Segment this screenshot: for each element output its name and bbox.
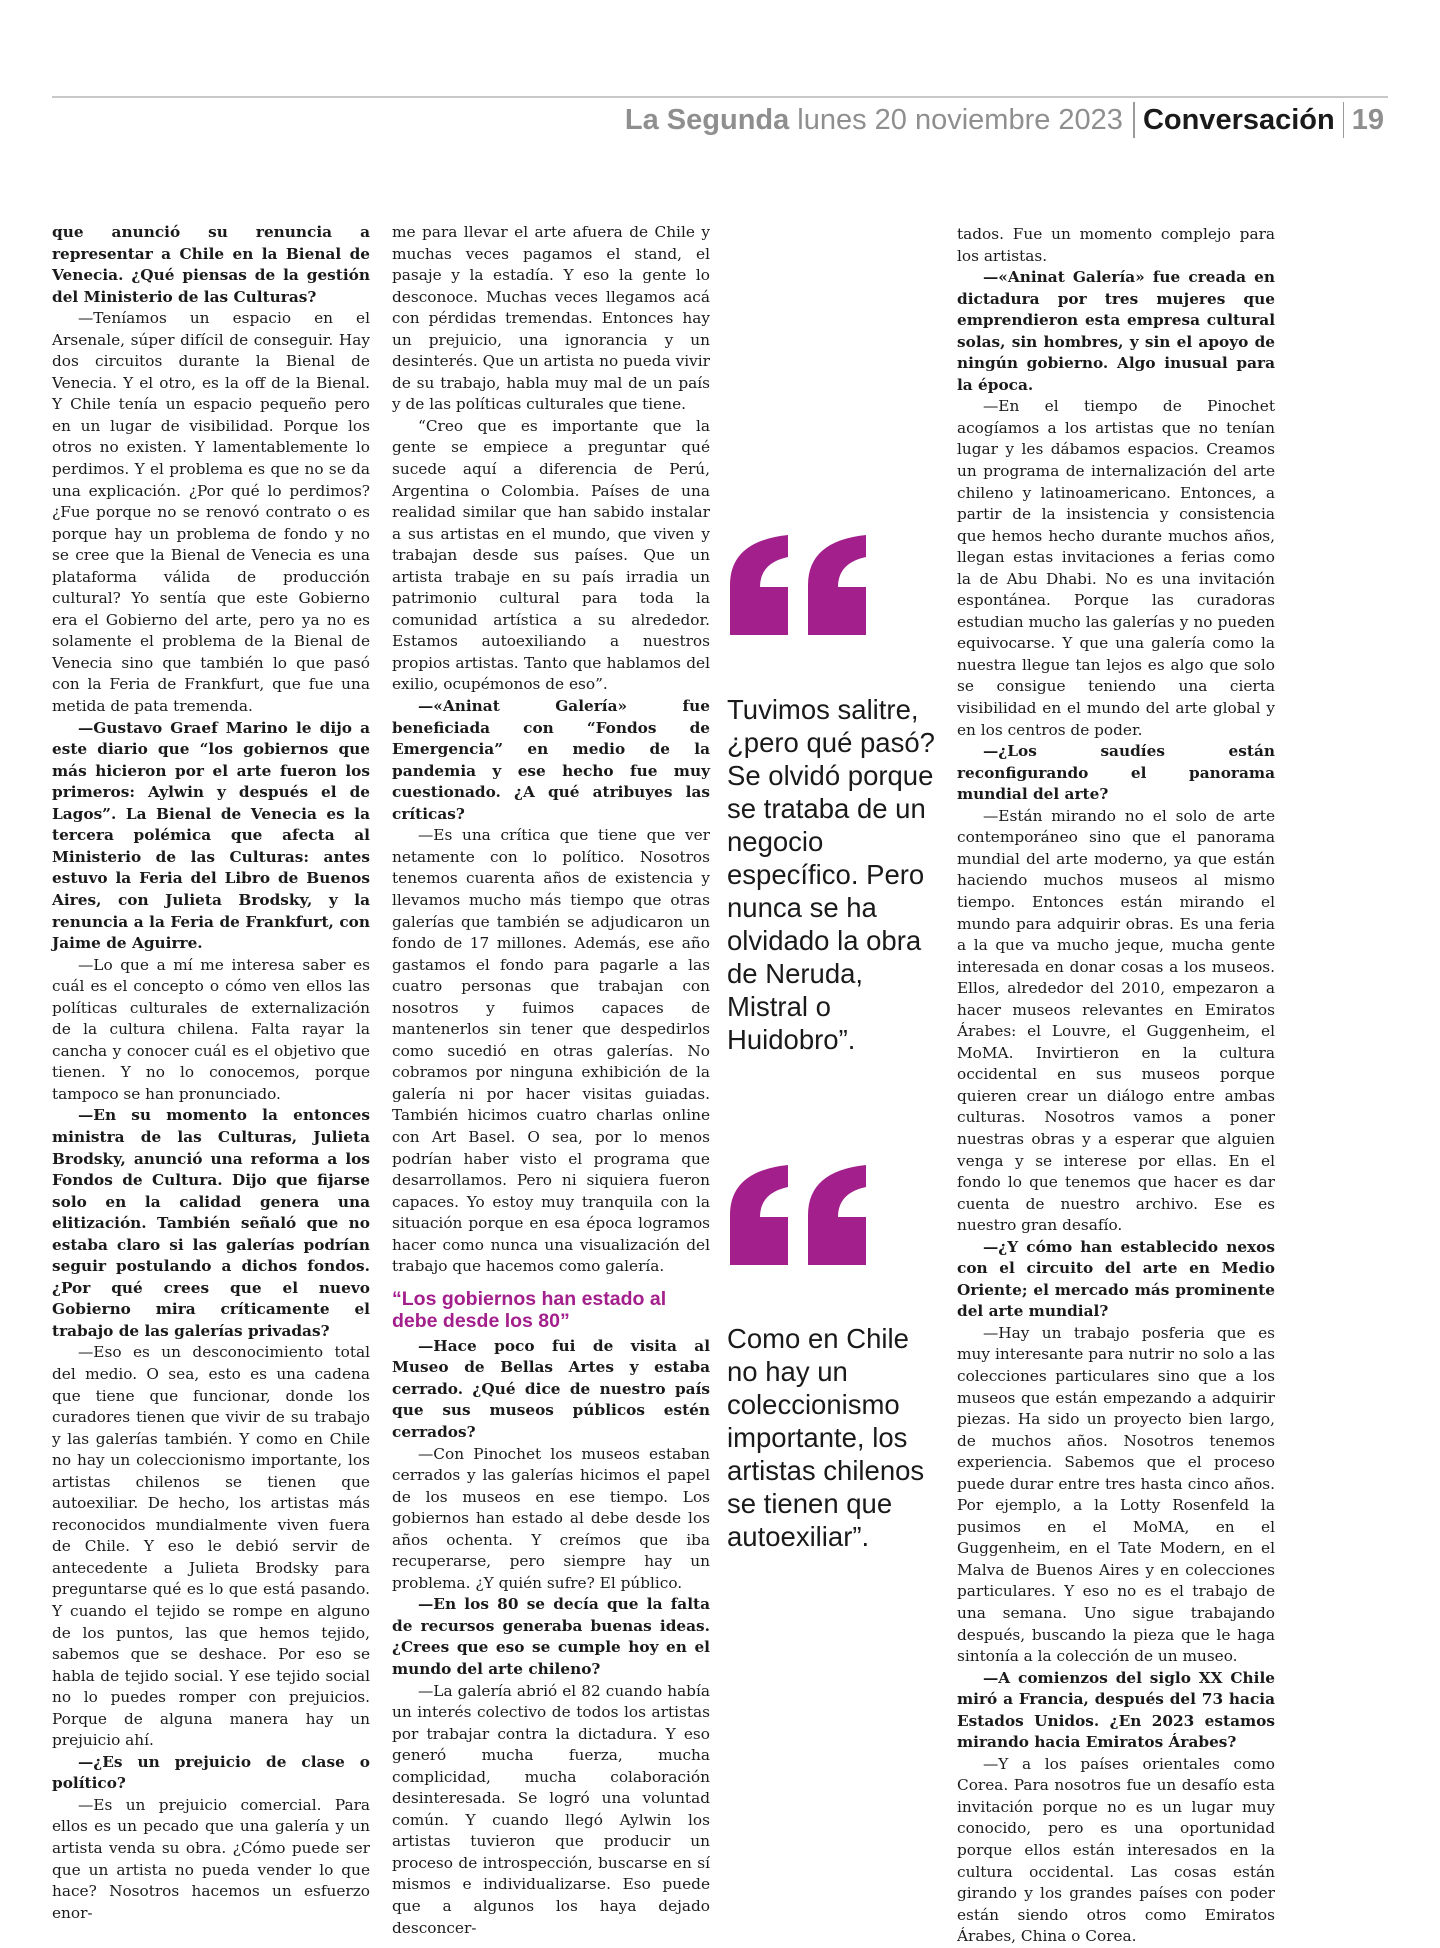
interview-answer: —La galería abrió el 82 cuando había un interés colectivo de todos los artistas por trabajar contra la dictadura. Y eso generó mucha fuerza, mucha complicidad, mucha colaboración desinteresada. Se logró una voluntad común. Y cuando llegó Aylwin los artistas tuvieron que producir un proceso de introspección, buscarse en sí mismos e individualizarse. Eso puede que a algunos los haya dejado desconcer- <box>392 1681 710 1937</box>
interview-answer: —Lo que a mí me interesa saber es cuál es el concepto o cómo ven ellos las políticas culturales de externalización de la cultura chilena. Falta rayar la cancha y conocer cuál es el objetivo que tienen. Y no lo conocemos, porque tampoco se han pronunciado. <box>52 955 370 1103</box>
interview-question: que anunció su renuncia a representar a Chile en la Bienal de Venecia. ¿Qué piensas de la gestión del Ministerio de las Culturas? <box>52 223 370 306</box>
interview-answer: me para llevar el arte afuera de Chile y muchas veces pagamos el stand, el pasaje y la estadía. Y eso la gente lo desconoce. Muchas veces llegamos acá con pérdidas tremendas. Entonces hay un prejuicio, una ignorancia y un desinterés. Que un artista no pueda vivir de su trabajo, habla muy mal de un país y de las políticas culturales que tiene. <box>392 223 710 414</box>
interview-answer: —Y a los países orientales como Corea. Para nosotros fue un desafío esta invitación porque no es un lugar muy conocido, pero es una oportunidad porque ellos están interesados en la cultura occidental. Las cosas están girando y los grandes países con poder están siendo otros como Emiratos Árabes, China o Corea. <box>957 1754 1275 1946</box>
interview-answer: —En el tiempo de Pinochet acogíamos a los artistas que no tenían lugar y les dábamos espacios. Creamos un programa de internalización del arte chileno y latinoamericano. Entonces, a partir de la insistencia y consistencia que hemos hecho durante muchos años, llegan estas invitaciones a ferias como la de Abu Dhabi. No es una invitación espontánea. Porque las curadoras estudian mucho las galerías y no pueden equivocarse. Y que una galería como la nuestra llegue tan lejos es algo que solo se consigue teniendo una cierta visibilidad en el mundo del arte global y en los centros de poder. <box>957 397 1275 739</box>
interview-answer: tados. Fue un momento complejo para los artistas. <box>957 225 1275 265</box>
interview-answer: —Es un prejuicio comercial. Para ellos es un pecado que una galería y un artista venda su obra. ¿Cómo puede ser que un artista no pueda vender lo que hace? Nosotros hacemos un esfuerzo enor- <box>52 1795 370 1922</box>
article-column-4 <box>957 224 1275 1948</box>
interview-question: —A comienzos del siglo XX Chile miró a Francia, después del 73 hacia Estados Unidos. ¿En 2023 estamos mirando hacia Emiratos Árabes? <box>957 1668 1275 1752</box>
interview-question: —¿Los saudíes están reconfigurando el panorama mundial del arte? <box>957 742 1275 804</box>
page-number: 19 <box>1351 103 1384 136</box>
interview-question: —Hace poco fui de visita al Museo de Bellas Artes y estaba cerrado. ¿Qué dice de nuestro país que sus museos públicos estén cerrados? <box>392 1336 710 1441</box>
interview-answer: —Es una crítica que tiene que ver netamente con lo político. Nosotros tenemos cuarenta años de existencia y llevamos mucho más tiempo que otras galerías que también se adjudicaron un fondo de 17 millones. Además, ese año gastamos el fondo para pagarle a las cuatro personas que trabajan con nosotros y fuimos capaces de mantenerlos sin tener que despedirlos como sucedió en otras galerías. No cobramos por ninguna exhibición de la galería ni por hacer visitas guiadas. También hicimos cuatro charlas online con Art Basel. O sea, por lo menos podrían haber visto el programa que desarrollamos. Pero ni siquiera fueron capaces. Yo estoy muy tranquila con la situación porque en esa época logramos hacer como nunca una visualización del trabajo que hacemos como galería. <box>392 826 710 1276</box>
interview-question: —«Aninat Galería» fue creada en dictadura por tres mujeres que emprendieron esta empresa cultural solas, sin hombres, y sin el apoyo de ningún gobierno. Algo inusual para la época. <box>957 268 1275 394</box>
interview-answer: —Eso es un desconocimiento total del medio. O sea, esto es una cadena que tiene que funcionar, donde los curadores tienen que vivir de su trabajo y las galerías también. Y como en Chile no hay un coleccionismo importante, los artistas chilenos se tienen que autoexiliar. De hecho, los artistas más reconocidos mundialmente viven fuera de Chile. Y eso le debió servir de antecedente a Julieta Brodsky para preguntarse qué es lo que está pasando. Y cuando el tejido se rompe en alguno de los puntos, las que hemos tejido, sabemos que se deshace. Por eso se habla de tejido social. Y ese tejido social no lo puedes romper con prejuicios. Porque de alguna manera hay un prejuicio ahí. <box>52 1343 370 1750</box>
interview-answer: —Teníamos un espacio en el Arsenale, súper difícil de conseguir. Hay dos circuitos durante la Bienal de Venecia. Y el otro, es la off de la Bienal. Y Chile tenía un espacio pequeño pero en un lugar de visibilidad. Porque los otros no existen. Y lamentablemente lo perdimos. Y el problema es que no se da una explicación. ¿Por qué lo perdimos? ¿Fue porque no se renovó contrato o es porque hay un problema de fondo y no se cree que la Bienal de Venecia es una plataforma válida de producción cultural? Yo sentía que este Gobierno era el Gobierno del arte, pero ya no es solamente el problema de la Bienal de Venecia sino que también lo que pasó con la Feria de Frankfurt, que fue una metida de pata tremenda. <box>52 309 370 716</box>
article-column-2 <box>392 222 710 1939</box>
interview-answer: “Creo que es importante que la gente se empiece a preguntar qué sucede aquí a diferencia de Perú, Argentina o Colombia. Países de una realidad similar que han sabido instalar a sus artistas en el mundo, que viven y trabajan desde sus países. Que un artista trabaje en su país irradia un patrimonio cultural para toda la comunidad artística a su alrededor. Estamos autoexiliando a nuestros propios artistas. Tanto que hablamos del exilio, ocupémonos de eso”. <box>392 416 710 694</box>
article-column-1 <box>52 222 370 1924</box>
quote-mark-icon <box>730 1165 880 1265</box>
publication-date: lunes 20 noviembre 2023 <box>797 103 1123 136</box>
page-header <box>625 98 1384 142</box>
header-divider-page <box>1343 102 1344 138</box>
quote-mark-icon <box>730 535 880 635</box>
interview-question: —«Aninat Galería» fue beneficiada con “Fondos de Emergencia” en medio de la pandemia y ese hecho fue muy cuestionado. ¿A qué atribuyes las críticas? <box>392 697 710 823</box>
publication-name: La Segunda <box>624 103 790 136</box>
interview-question: —En su momento la entonces ministra de las Culturas, Julieta Brodsky, anunció una reforma a los Fondos de Cultura. Dijo que fijarse solo en la calidad genera una elitización. También señaló que no estaba claro si las galerías podrían seguir postulando a dichos fondos. ¿Por qué crees que el nuevo Gobierno mira críticamente el trabajo de las galerías privadas? <box>52 1106 370 1340</box>
interview-answer: —Están mirando no el solo de arte contemporáneo sino que el panorama mundial del arte moderno, ya que están haciendo muchos museos al mismo tiempo. Entonces están mirando el mundo para adquirir obras. Es una feria a la que va mucho jeque, mucha gente interesada en donar cosas a los museos. Ellos, alrededor del 2010, empezaron a hacer museos relevantes en Emiratos Árabes: el Louvre, el Guggenheim, el MoMA. Invirtieron en la cultura occidental en sus museos porque quieren crear un diálogo entre ambas culturas. Nosotros vamos a poner nuestras obras y a esperar que alguien venga y se interese por ellas. En el fondo lo que tenemos que hacer es dar cuenta de nuestro archivo. Ese es nuestro gran desafío. <box>957 806 1275 1235</box>
interview-answer: —Con Pinochet los museos estaban cerrados y las galerías hicimos el papel de los museos en ese tiempo. Los gobiernos han estado al debe desde los años ochenta. Y creímos que iba recuperarse, pero siempre hay un problema. ¿Y quién sufre? El público. <box>392 1444 710 1592</box>
interview-answer: —Hay un trabajo posferia que es muy interesante para nutrir no solo a las colecciones particulares sino que a los museos que están empezando a adquirir piezas. Ha sido un proyecto bien largo, de muchos años. Nosotros tenemos experiencia. Sabemos que el proceso puede durar entre tres hasta cinco años. Por ejemplo, a la Lotty Rosenfeld la pusimos en el MoMA, en el Guggenheim, en el Tate Modern, en el Malva de Buenos Aires y en colecciones particulares. Y eso no es el trabajo de una semana. Uno sigue trabajando después, buscando la pieza que le haga sintonía a la colección de un museo. <box>957 1323 1275 1666</box>
interview-question: —Gustavo Graef Marino le dijo a este diario que “los gobiernos que más hicieron por el arte fueron los primeros: Aylwin y después el de Lagos”. La Bienal de Venecia es la tercera polémica que afecta al Ministerio de las Culturas: antes estuvo la Feria del Libro de Buenos Aires, con Julieta Brodsky, y la renuncia a la Feria de Frankfurt, con Jaime de Aguirre. <box>52 718 370 953</box>
interview-question: —En los 80 se decía que la falta de recursos generaba buenas ideas. ¿Crees que eso se cumple hoy en el mundo del arte chileno? <box>392 1595 710 1678</box>
pull-quote-1: Tuvimos salitre, ¿pero qué pasó? Se olvidó porque se trataba de un negocio específico. Pero nunca se ha olvidado la obra de Neruda, Mistral o Huidobro”. <box>727 694 935 1055</box>
header-divider <box>1133 102 1135 138</box>
interview-question: —¿Es un prejuicio de clase o político? <box>52 1752 370 1793</box>
pull-quote-2: Como en Chile no hay un coleccionismo importante, los artistas chilenos se tienen que autoexiliar”. <box>727 1323 925 1552</box>
subheading: “Los gobiernos han estado al debe desde los 80” <box>392 1287 667 1332</box>
section-name: Conversación <box>1142 103 1335 136</box>
interview-question: —¿Y cómo han establecido nexos con el circuito del arte en Medio Oriente; el mercado más prominente del arte mundial? <box>957 1237 1275 1321</box>
